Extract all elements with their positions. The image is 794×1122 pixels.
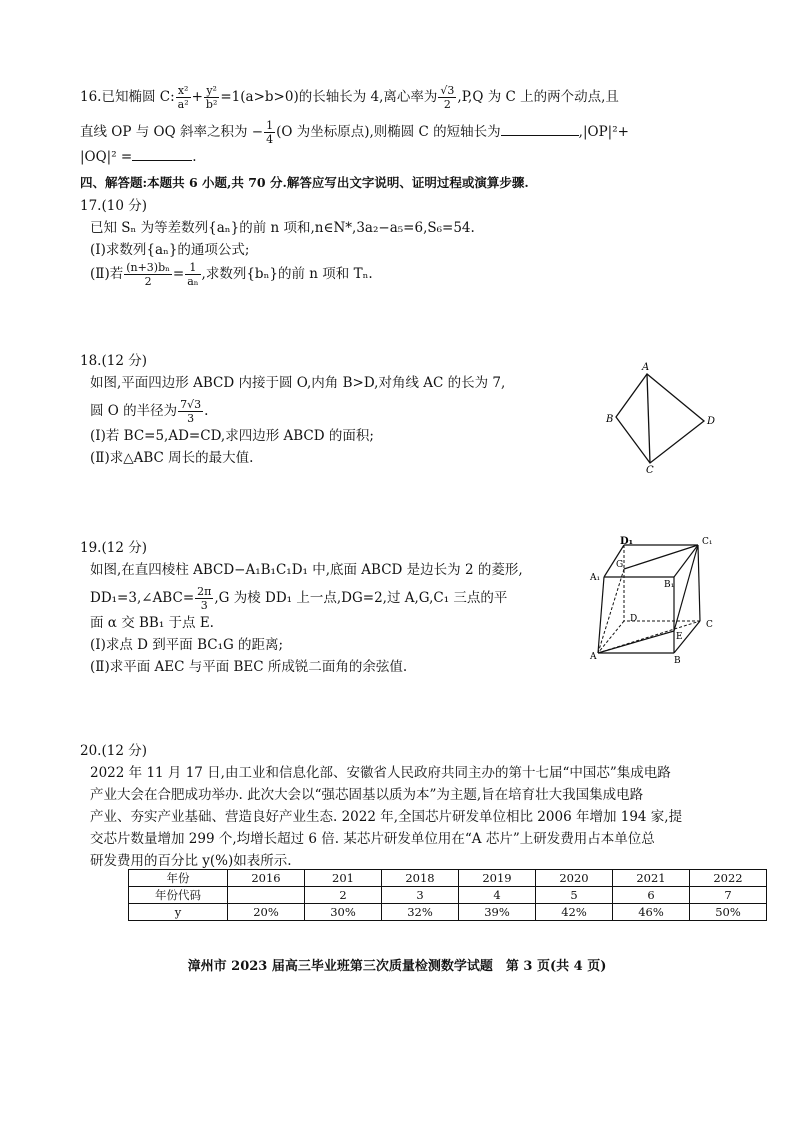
q20-text-3: 产业、夯实产业基础、营造良好产业生态. 2022 年,全国芯片研发单位相比 2006 年增加 194 家,提: [90, 809, 683, 825]
table-row: [129, 904, 767, 921]
q20-heading: 20.(12 分): [80, 743, 147, 759]
label-E: E: [676, 632, 683, 642]
page-footer: 漳州市 2023 届高三毕业班第三次质量检测数学试题 第 3 页(共 4 页): [187, 959, 607, 974]
q20-text-5: 研发费用的百分比 y(%)如表所示.: [90, 853, 292, 869]
table-cell: 42%: [536, 904, 613, 921]
section-4-heading: 四、解答题:本题共 6 小题,共 70 分.解答应写出文字说明、证明过程或演算步骤.: [80, 175, 529, 190]
question-17: [80, 195, 720, 288]
table-row: [129, 887, 767, 904]
frac-x2-a2: $\frac{\text{x²}}{\text{a²}}$: [177, 84, 189, 111]
table-cell: 46%: [613, 904, 690, 921]
table-cell: 4: [459, 887, 536, 904]
frac-quarter: $\frac{1}{4}$: [266, 119, 274, 146]
q20-text-1: 2022 年 11 月 17 日,由工业和信息化部、安徽省人民政府共同主办的第十七届“中国芯”集成电路: [90, 765, 671, 781]
table-cell: 7: [690, 887, 767, 904]
table-cell: 20%: [228, 904, 305, 921]
q20-text-4: 交芯片数量增加 299 个,均增长超过 6 倍. 某芯片研发单位用在“A 芯片”上研发费用占本单位总: [90, 831, 655, 847]
row-header: 年份代码: [129, 887, 228, 904]
q19-plane: 面 α 交 BB₁ 于点 E.: [90, 615, 214, 631]
table-cell: 201: [305, 870, 382, 887]
q17-part-2: (Ⅱ)若 $\frac{\text{(n+3)bₙ}}{2}$ = $\frac{1}{\text{aₙ}}$ ,求数列{bₙ}的前 n 项和 Tₙ.: [90, 261, 373, 288]
question-16: [80, 84, 720, 168]
q16-line2: 直线 OP 与 OQ 斜率之积为 − $\frac{1}{4}$ (O 为坐标原点),则椭圆 C 的短轴长为 ,|OP|²+: [80, 119, 629, 146]
q16-line1: 16.已知椭圆 C: $\frac{\text{x²}}{\text{a²}}$ + $\frac{\text{y²}}{\text{b²}}$ =1(a>b>0)的长轴长为 4,离心率为 $\frac{√3}{2}$ ,P,Q 为 C 上的两个动点,且: [80, 84, 619, 111]
table-cell: 39%: [459, 904, 536, 921]
table-cell: 32%: [382, 904, 459, 921]
q19-part-2: (Ⅱ)求平面 AEC 与平面 BEC 所成锐二面角的余弦值.: [90, 659, 408, 675]
label-D1: D₁: [620, 536, 634, 547]
label-D: D: [707, 416, 716, 427]
answer-blank-1[interactable]: [501, 121, 579, 136]
answer-blank-2[interactable]: [132, 146, 192, 161]
q20-text-2: 产业大会在合肥成功举办. 此次大会以“强芯固基以质为本”为主题,旨在培育壮大我国集成电路: [90, 787, 644, 803]
frac-angle: $\frac{2\pi}{3}$: [197, 585, 212, 612]
q19-heading: 19.(12 分): [80, 540, 147, 556]
table-cell: 2018: [382, 870, 459, 887]
table-cell: 2016: [228, 870, 305, 887]
label-B: B: [674, 656, 681, 666]
q19-stem: 如图,在直四棱柱 ABCD−A₁B₁C₁D₁ 中,底面 ABCD 是边长为 2 的菱形,: [90, 562, 523, 578]
label-A: A: [642, 362, 650, 373]
q18-radius: 圆 O 的半径为 $\frac{7√3}{3}$ .: [90, 398, 209, 425]
label-A: A: [590, 652, 597, 662]
q19-part-1: (Ⅰ)求点 D 到平面 BC₁G 的距离;: [90, 637, 284, 653]
label-B1: B₁: [664, 580, 675, 590]
q18-part-2: (Ⅱ)求△ABC 周长的最大值.: [90, 450, 254, 466]
table-cell: 2020: [536, 870, 613, 887]
table-cell: 5: [536, 887, 613, 904]
q17-heading: 17.(10 分): [80, 198, 147, 214]
q18-part-1: (Ⅰ)若 BC=5,AD=CD,求四边形 ABCD 的面积;: [90, 428, 374, 444]
q17-stem: 已知 Sₙ 为等差数列{aₙ}的前 n 项和,n∈N*,3a₂−a₅=6,S₆=54.: [90, 220, 475, 236]
frac-y2-b2: $\frac{\text{y²}}{\text{b²}}$: [205, 84, 218, 111]
frac-eccentricity: $\frac{√3}{2}$: [440, 84, 455, 111]
q18-stem: 如图,平面四边形 ABCD 内接于圆 O,内角 B>D,对角线 AC 的长为 7,: [90, 375, 506, 391]
q18-heading: 18.(12 分): [80, 353, 147, 369]
table-cell: 2019: [459, 870, 536, 887]
table-cell: 3: [382, 887, 459, 904]
table-cell: [228, 887, 305, 904]
frac-radius: $\frac{7√3}{3}$: [180, 398, 202, 425]
table-cell: 6: [613, 887, 690, 904]
label-B: B: [606, 414, 614, 425]
row-header: y: [129, 904, 228, 921]
prism-figure: [588, 535, 728, 670]
table-cell: 30%: [305, 904, 382, 921]
data-table: [128, 869, 767, 921]
table-cell: 2022: [690, 870, 767, 887]
question-20: [80, 740, 720, 872]
table-cell: 2: [305, 887, 382, 904]
label-G: G: [616, 560, 624, 570]
q17-part-1: (Ⅰ)求数列{aₙ}的通项公式;: [90, 242, 250, 258]
row-header: 年份: [129, 870, 228, 887]
frac-inverse-an: $\frac{1}{\text{aₙ}}$: [187, 261, 199, 288]
label-C1: C₁: [702, 537, 713, 547]
q19-conditions: DD₁=3,∠ABC= $\frac{2\pi}{3}$ ,G 为棱 DD₁ 上一点,DG=2,过 A,G,C₁ 三点的平: [90, 585, 508, 612]
label-A1: A₁: [590, 573, 601, 583]
label-C: C: [646, 465, 654, 475]
label-D: D: [630, 614, 638, 624]
quadrilateral-figure: [600, 360, 730, 475]
frac-bn: $\frac{\text{(n+3)bₙ}}{2}$: [126, 261, 170, 288]
q16-line3: |OQ|² = .: [80, 146, 720, 168]
table-cell: 50%: [690, 904, 767, 921]
label-C: C: [706, 620, 713, 630]
table-row: [129, 870, 767, 887]
table-cell: 2021: [613, 870, 690, 887]
